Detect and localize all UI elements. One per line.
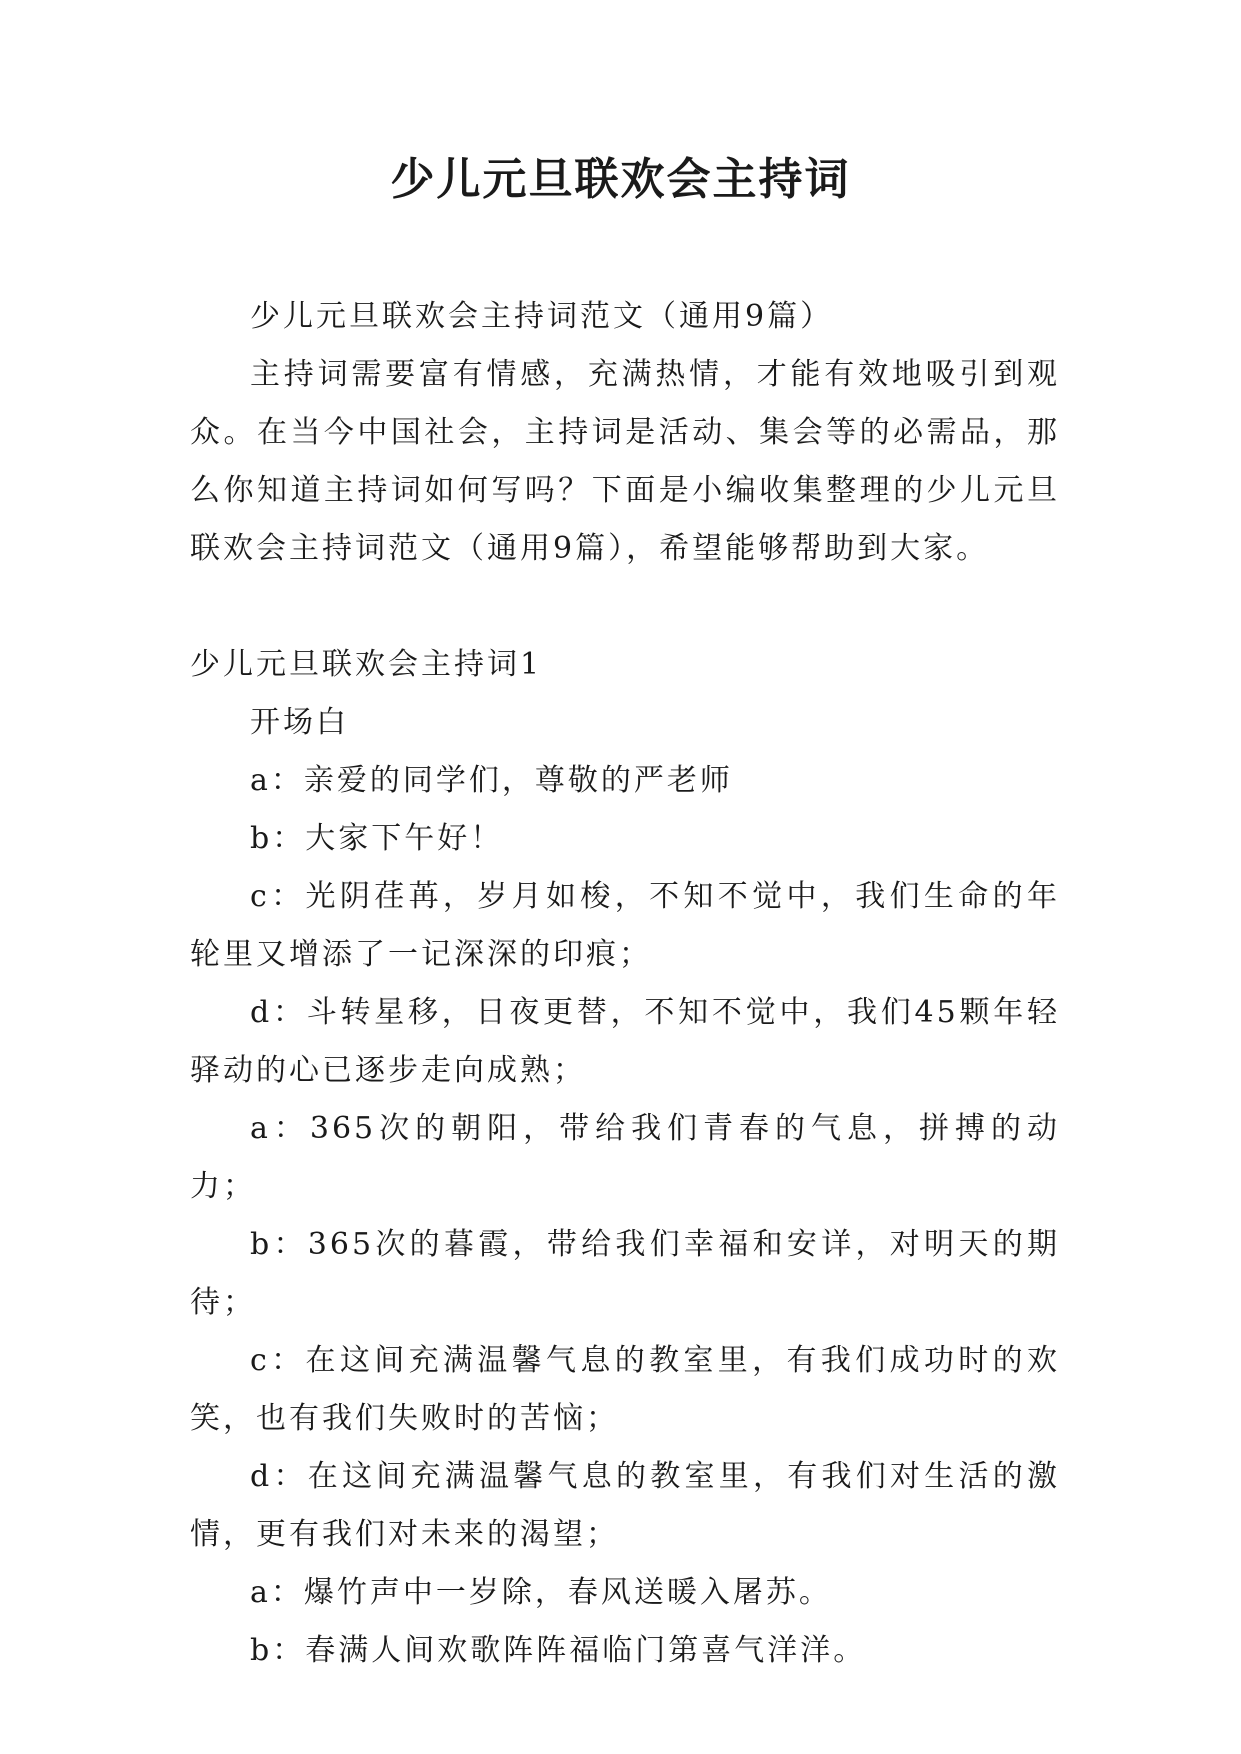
intro-subtitle: 少儿元旦联欢会主持词范文（通用9篇） xyxy=(250,299,834,334)
paragraph-opening: 开场白 xyxy=(250,705,349,740)
paragraph-line: d：斗转星移，日夜更替，不知不觉中，我们45颗年轻驿动的心已逐步走向成熟； xyxy=(190,995,1060,1088)
paragraph-line: c：光阴荏苒，岁月如梭，不知不觉中，我们生命的年轮里又增添了一记深深的印痕； xyxy=(190,879,1060,972)
paragraph-line: a：爆竹声中一岁除，春风送暖入屠苏。 xyxy=(250,1575,832,1610)
paragraph-line: a：365次的朝阳，带给我们青春的气息，拼搏的动力； xyxy=(190,1111,1060,1204)
paragraph-line: b：春满人间欢歌阵阵福临门第喜气洋洋。 xyxy=(250,1633,867,1668)
document-body xyxy=(190,288,1060,1680)
paragraph-line: a：亲爱的同学们，尊敬的严老师 xyxy=(250,763,733,798)
section-spacer xyxy=(190,578,1060,636)
paragraph-line: c：在这间充满温馨气息的教室里，有我们成功时的欢笑，也有我们失败时的苦恼； xyxy=(190,1343,1060,1436)
paragraph-line: d：在这间充满温馨气息的教室里，有我们对生活的激情，更有我们对未来的渴望； xyxy=(190,1459,1060,1552)
document-title: 少儿元旦联欢会主持词 xyxy=(390,154,851,205)
intro-paragraph: 主持词需要富有情感，充满热情，才能有效地吸引到观众。在当今中国社会，主持词是活动、集会等的必需品，那么你知道主持词如何写吗？下面是小编收集整理的少儿元旦联欢会主持词范文（通用9篇），希望能够帮助到大家。 xyxy=(190,357,1060,566)
paragraph-line: b：大家下午好！ xyxy=(250,821,504,856)
section-heading: 少儿元旦联欢会主持词1 xyxy=(190,647,543,682)
paragraph-line: b：365次的暮霞，带给我们幸福和安详，对明天的期待； xyxy=(190,1227,1060,1320)
